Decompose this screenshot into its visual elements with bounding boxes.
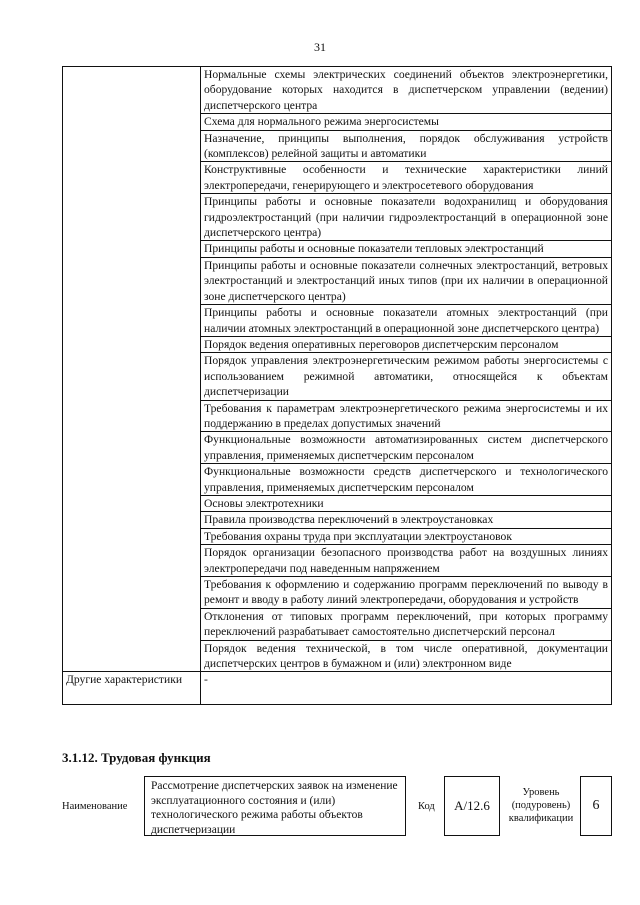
knowledge-item: Принципы работы и основные показатели тепловых электростанций [201, 241, 612, 257]
section-title: 3.1.12. Трудовая функция [62, 750, 211, 765]
qualification-level-box: 6 [580, 776, 612, 836]
knowledge-item: Принципы работы и основные показатели солнечных электростанций, ветровых электростанций и электростанций иных типов (при их наличии в операционной зоне диспетчерского центра) [201, 257, 612, 304]
knowledge-item: Порядок управления электроэнергетическим режимом работы энергосистемы с использованием режимной автоматики, относящейся к объектам диспетчеризации [201, 353, 612, 400]
other-characteristics-label: Другие характеристики [63, 672, 201, 705]
function-name-box: Рассмотрение диспетчерских заявок на изменение эксплуатационного состояния и (или) технологического режима работы объектов диспетчеризации [144, 776, 406, 836]
knowledge-item: Функциональные возможности автоматизированных систем диспетчерского управления, применяемых диспетчерским персоналом [201, 432, 612, 464]
table-row [63, 67, 612, 114]
qualification-level-label: Уровень (подуровень) квалификации [508, 787, 574, 824]
code-label: Код [418, 801, 435, 812]
knowledge-item: Нормальные схемы электрических соединений объектов электроэнергетики, оборудование которых находится в диспетчерском управлении (ведении) диспетчерского центра [201, 67, 612, 114]
knowledge-label-cell [63, 67, 201, 672]
knowledge-item: Отклонения от типовых программ переключений, при которых программу переключений разрабатывает самостоятельно диспетчерский персонал [201, 608, 612, 640]
knowledge-item: Принципы работы и основные показатели атомных электростанций (при наличии атомных электростанций в операционной зоне диспетчерского центра) [201, 305, 612, 337]
knowledge-item: Принципы работы и основные показатели водохранилищ и оборудования гидроэлектростанций (при наличии гидроэлектростанций в операционной зоне диспетчерского центра) [201, 194, 612, 241]
knowledge-item: Правила производства переключений в электроустановках [201, 512, 612, 528]
knowledge-table-body [63, 67, 612, 705]
function-code-box: A/12.6 [444, 776, 500, 836]
knowledge-item: Порядок организации безопасного производства работ на воздушных линиях электропередачи под наведенным напряжением [201, 545, 612, 577]
name-label: Наименование [62, 801, 128, 812]
knowledge-item: Требования к оформлению и содержанию программ переключений по выводу в ремонт и вводу в работу линий электропередачи, оборудования и устройств [201, 577, 612, 609]
other-characteristics-value: - [201, 672, 612, 705]
table-row-other [63, 672, 612, 705]
knowledge-table [62, 66, 612, 705]
knowledge-item: Требования охраны труда при эксплуатации электроустановок [201, 528, 612, 544]
knowledge-item: Основы электротехники [201, 495, 612, 511]
knowledge-item: Функциональные возможности средств диспетчерского и технологического управления, применяемых диспетчерским персоналом [201, 464, 612, 496]
knowledge-item: Назначение, принципы выполнения, порядок обслуживания устройств (комплексов) релейной защиты и автоматики [201, 130, 612, 162]
page-number: 31 [314, 40, 326, 54]
knowledge-item: Порядок ведения оперативных переговоров диспетчерским персоналом [201, 336, 612, 352]
knowledge-item: Порядок ведения технической, в том числе оперативной, документации диспетчерских центров в бумажном и (или) электронном виде [201, 640, 612, 672]
knowledge-item: Конструктивные особенности и технические характеристики линий электропередачи, генерирующего и электросетевого оборудования [201, 162, 612, 194]
knowledge-item: Схема для нормального режима энергосистемы [201, 114, 612, 130]
knowledge-item: Требования к параметрам электроэнергетического режима энергосистемы и их поддержанию в пределах допустимых значений [201, 400, 612, 432]
